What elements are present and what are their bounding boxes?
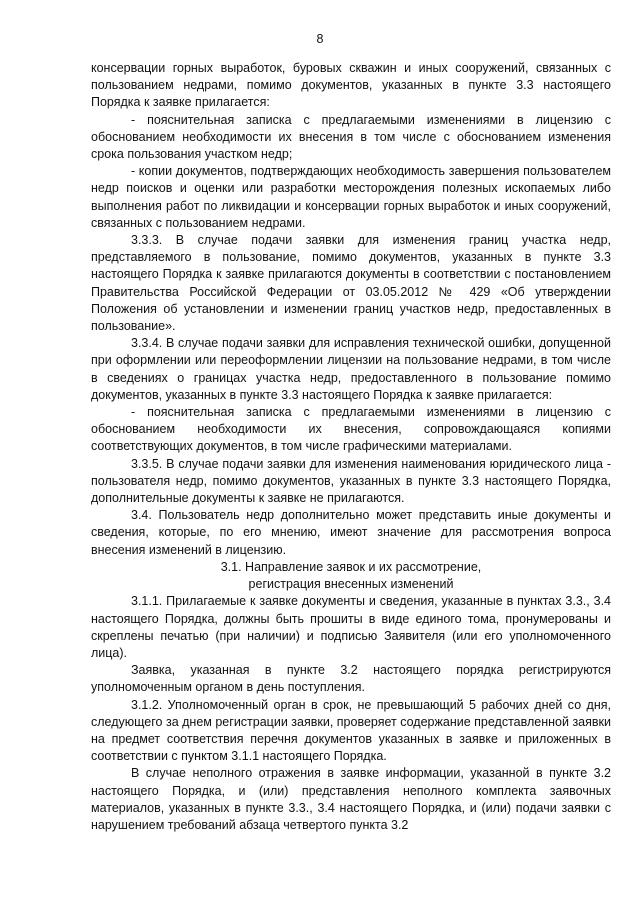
paragraph: - пояснительная записка с предлагаемыми изменениями в лицензию с обоснованием необходимости их внесения в том числе с обоснованием изменения срока пользования участком недр;: [91, 112, 611, 162]
paragraph: - пояснительная записка с предлагаемыми изменениями в лицензию с обоснованием необходимости их внесения, сопровождающаяся копиями соответствующих документов, в том числе графическими материалами.: [91, 405, 611, 454]
paragraph: 3.3.3. В случае подачи заявки для изменения границ участка недр, представляемого в пользование, помимо документов, указанных в пункте 3.3 настоящего Порядка к заявке прилагаются документы в соответствии с постановлением Правительства Российской Федерации от 03.05.2012 № 429 «Об утверждении Положения об установлении и изменении границ участков недр, предоставленных в пользование».: [91, 233, 611, 334]
section-heading-line: регистрация внесенных изменений: [248, 577, 454, 592]
section-heading-line: 3.1. Направление заявок и их рассмотрение,: [220, 559, 482, 574]
section-heading: [91, 559, 611, 593]
paragraph: 3.3.4. В случае подачи заявки для исправления технической ошибки, допущенной при оформлении или переоформлении лицензии на пользование недрами, в том числе в сведениях о границах участка недр, предоставленного в пользование помимо документов, указанных в пункте 3.3 настоящего Порядка к заявке прилагается:: [91, 336, 611, 402]
paragraph: консервации горных выработок, буровых скважин и иных сооружений, связанных с пользованием недрами, помимо документов, указанных в пункте 3.3 настоящего Порядка к заявке прилагается:: [91, 61, 611, 110]
paragraph: 3.1.2. Уполномоченный орган в срок, не превышающий 5 рабочих дней со дня, следующего за днем регистрации заявки, проверяет содержание представленной заявки на предмет соответствия перечня документов указанных в заявке и приложенных в соответствии с пунктом 3.1.1 настоящего Порядка.: [91, 697, 611, 764]
paragraph: В случае неполного отражения в заявке информации, указанной в пункте 3.2 настоящего Порядка, и (или) представления неполного комплекта заявочных материалов, указанных в пункте 3.3., 3.4 настоящего Порядка, и (или) подачи заявки с нарушением требований абзаца четвертого пункта 3.2: [91, 766, 611, 832]
paragraph: - копии документов, подтверждающих необходимость завершения пользователем недр поисков и оценки или разработки месторождения полезных ископаемых либо выполнения работ по ликвидации и консервации горных выработок и иных сооружений, связанных с пользованием недрами.: [91, 164, 611, 230]
paragraph: 3.4. Пользователь недр дополнительно может представить иные документы и сведения, которые, по его мнению, имеют значение для рассмотрения вопроса внесения изменений в лицензию.: [91, 508, 611, 557]
paragraph: 3.1.1. Прилагаемые к заявке документы и сведения, указанные в пунктах 3.3., 3.4 настоящего Порядка, должны быть прошиты в виде единого тома, пронумерованы и скреплены печатью (при наличии) и подписью Заявителя (или его уполномоченного лица).: [91, 594, 611, 660]
document-body: [91, 60, 611, 834]
paragraph: Заявка, указанная в пункте 3.2 настоящего порядка регистрируются уполномоченным органом в день поступления.: [91, 663, 611, 695]
paragraph: 3.3.5. В случае подачи заявки для изменения наименования юридического лица - пользователя недр, помимо документов, указанных в пункте 3.3 настоящего Порядка, дополнительные документы к заявке не прилагаются.: [91, 456, 611, 506]
page-number: 8: [316, 32, 324, 46]
